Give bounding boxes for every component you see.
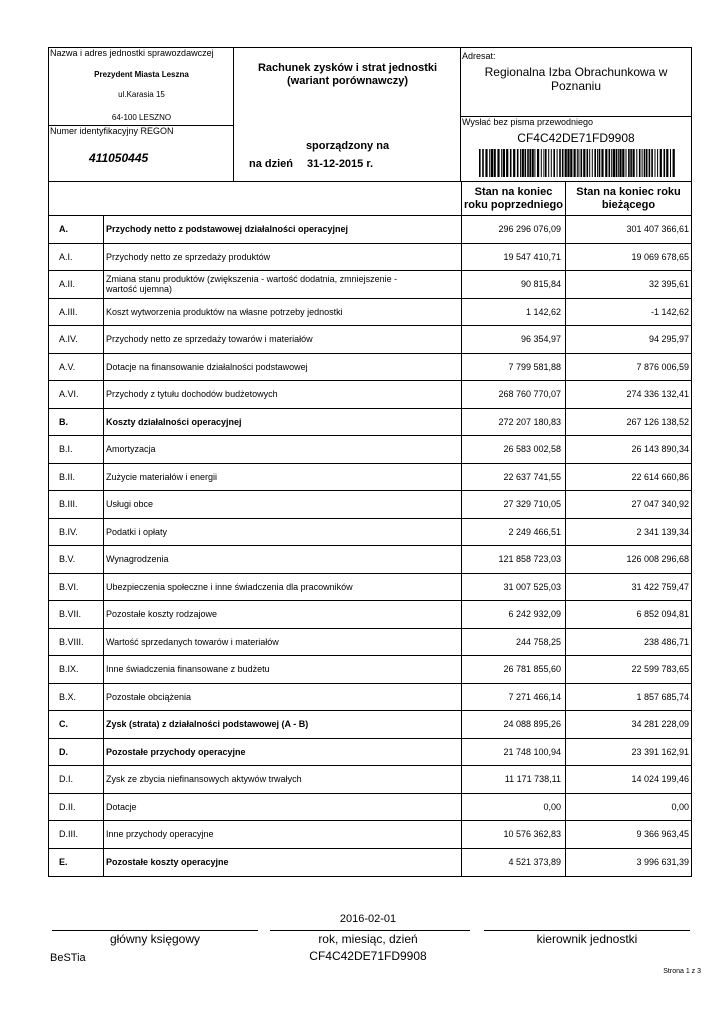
row-code [49, 849, 104, 877]
row-value-current-text: 238 486,71 [643, 636, 689, 647]
table-row [49, 794, 691, 822]
row-name [104, 684, 461, 711]
row-value-current-text: 0,00 [671, 801, 689, 812]
row-value-current-text: 19 069 678,65 [631, 251, 689, 262]
table-row [49, 684, 691, 712]
row-value-current [565, 546, 691, 573]
row-name-text: Dotacje na finansowanie działalności podstawowej [106, 361, 308, 372]
row-name [104, 794, 461, 821]
row-code [49, 436, 104, 463]
row-name [104, 519, 461, 546]
row-name-text: Zysk ze zbycia niefinansowych aktywów trwałych [106, 774, 302, 785]
row-code-text: A.VI. [59, 389, 79, 400]
row-name-text: Pozostałe koszty rodzajowe [106, 609, 218, 620]
row-name-text: Dotacje [106, 801, 137, 812]
row-value-current [565, 794, 691, 821]
table-row [49, 546, 691, 574]
row-value-current-text: 34 281 228,09 [631, 719, 689, 730]
row-value-previous [461, 326, 565, 353]
row-name-text: Amortyzacja [106, 444, 156, 455]
row-name [104, 546, 461, 573]
signature-line-date [270, 930, 470, 931]
row-code [49, 794, 104, 821]
row-value-current [565, 739, 691, 766]
row-name [104, 354, 461, 381]
row-value-previous [461, 656, 565, 683]
row-value-previous-text: 27 329 710,05 [503, 499, 561, 510]
row-value-previous [461, 519, 565, 546]
row-code [49, 409, 104, 436]
row-value-current-text: 23 391 162,91 [631, 746, 689, 757]
row-value-current [565, 271, 691, 298]
row-code [49, 821, 104, 848]
row-value-current [565, 354, 691, 381]
row-value-current-text: 22 614 660,86 [631, 471, 689, 482]
entity-label: Nazwa i adres jednostki sprawozdawczej [50, 48, 214, 58]
report-title-line2: (wariant porównawczy) [286, 75, 409, 87]
row-code [49, 629, 104, 656]
row-code-text: D. [59, 746, 68, 757]
row-value-current [565, 381, 691, 408]
row-code [49, 711, 104, 738]
table-row [49, 574, 691, 602]
entity-zip: 64-100 LESZNO [111, 113, 172, 122]
row-value-current [565, 326, 691, 353]
row-value-current-text: 3 996 631,39 [636, 857, 689, 868]
row-code [49, 464, 104, 491]
row-value-current [565, 299, 691, 326]
row-code-text: A.V. [59, 361, 76, 372]
table-row [49, 766, 691, 794]
table-row [49, 381, 691, 409]
row-value-previous [461, 464, 565, 491]
row-value-previous-text: 4 521 373,89 [508, 857, 561, 868]
row-code [49, 656, 104, 683]
row-value-previous-text: 6 242 932,09 [508, 609, 561, 620]
row-value-previous-text: 24 088 895,26 [503, 719, 561, 730]
row-value-previous [461, 794, 565, 821]
column-header-previous-line1: Stan na koniec [474, 185, 553, 198]
row-name [104, 601, 461, 628]
row-value-current [565, 711, 691, 738]
row-value-previous [461, 574, 565, 601]
row-code-text: B.X. [59, 691, 77, 702]
row-value-current-text: -1 142,62 [650, 306, 689, 317]
row-code-text: E. [59, 857, 68, 868]
row-value-current-text: 6 852 094,81 [636, 609, 689, 620]
row-value-current [565, 766, 691, 793]
row-name-text: Usługi obce [106, 499, 154, 510]
row-value-current-text: 7 876 006,59 [636, 361, 689, 372]
row-name-text: Zmiana stanu produktów (zwiększenia - wartość dodatnia, zmniejszenie - wartość ujemna) [106, 274, 398, 295]
row-value-previous [461, 711, 565, 738]
row-name-text: Przychody netto ze sprzedaży towarów i materiałów [106, 334, 313, 345]
entity-street: ul.Karasia 15 [118, 90, 165, 99]
row-code-text: B.II. [59, 471, 76, 482]
row-value-current [565, 519, 691, 546]
document-code: CF4C42DE71FD9908 [517, 131, 635, 145]
row-name [104, 491, 461, 518]
report-title-line1: Rachunek zysków i strat jednostki [257, 62, 438, 74]
row-name-text: Inne świadczenia finansowane z budżetu [106, 664, 270, 675]
row-code [49, 216, 104, 243]
table-row [49, 354, 691, 382]
table-row [49, 326, 691, 354]
software-name: BeSTia [50, 952, 86, 964]
addressee-section [461, 48, 691, 181]
row-name-text: Przychody netto ze sprzedaży produktów [106, 251, 271, 262]
row-value-current [565, 849, 691, 877]
table-row [49, 491, 691, 519]
table-row [49, 436, 691, 464]
chief-accountant-label: główny księgowy [109, 932, 201, 946]
row-code-text: B.VI. [59, 581, 79, 592]
row-code-text: B.VII. [59, 609, 82, 620]
row-name [104, 464, 461, 491]
row-code-text: B.VIII. [59, 636, 84, 647]
barcode-icon [479, 149, 677, 177]
row-value-current-text: 1 857 685,74 [636, 691, 689, 702]
table-row [49, 216, 691, 244]
head-of-unit-label: kierownik jednostki [536, 932, 638, 946]
row-value-previous-text: 26 781 855,60 [503, 664, 561, 675]
row-code [49, 766, 104, 793]
row-value-current-text: 2 341 139,34 [636, 526, 689, 537]
addressee [461, 65, 691, 93]
row-code [49, 546, 104, 573]
row-value-previous-text: 268 760 770,07 [498, 389, 561, 400]
row-value-current-text: 274 336 132,41 [626, 389, 689, 400]
row-code-text: B.V. [59, 554, 76, 565]
row-name-text: Wynagrodzenia [106, 554, 169, 565]
table-row [49, 739, 691, 767]
prepared-label: sporządzony na [305, 140, 390, 152]
row-code-text: D.I. [59, 774, 74, 785]
row-value-current [565, 491, 691, 518]
row-value-previous [461, 409, 565, 436]
row-code [49, 299, 104, 326]
column-header-previous-line2: roku poprzedniego [464, 198, 563, 211]
report-date: 31-12-2015 r. [307, 158, 374, 170]
row-value-previous-text: 121 858 723,03 [498, 554, 561, 565]
row-value-previous-text: 22 637 741,55 [503, 471, 561, 482]
date-format-label: rok, miesiąc, dzień [318, 932, 418, 946]
row-value-previous-text: 7 799 581,88 [508, 361, 561, 372]
row-value-current-text: 14 024 199,46 [631, 774, 689, 785]
row-code-text: A.I. [59, 251, 73, 262]
report-title [234, 62, 461, 88]
row-value-previous-text: 19 547 410,71 [503, 251, 561, 262]
row-value-current [565, 629, 691, 656]
row-value-current [565, 574, 691, 601]
row-value-previous-text: 31 007 525,03 [503, 581, 561, 592]
column-header-current-line2: bieżącego [601, 198, 656, 211]
row-value-previous-text: 296 296 076,09 [498, 224, 561, 235]
row-code [49, 381, 104, 408]
column-header-current-year [565, 182, 691, 215]
row-value-previous [461, 216, 565, 243]
row-value-current-text: 22 599 783,65 [631, 664, 689, 675]
row-value-previous [461, 244, 565, 271]
row-code [49, 574, 104, 601]
table-row [49, 464, 691, 492]
report-header [48, 47, 692, 182]
table-row [49, 299, 691, 327]
signature-date: 2016-02-01 [339, 913, 397, 925]
send-label: Wysłać bez pisma przewodniego [462, 117, 593, 127]
row-value-previous-text: 10 576 362,83 [503, 829, 561, 840]
row-value-previous-text: 244 758,25 [515, 636, 561, 647]
table-header [49, 182, 691, 216]
entity-section [49, 48, 234, 181]
row-code [49, 354, 104, 381]
row-name [104, 711, 461, 738]
row-value-previous-text: 7 271 466,14 [508, 691, 561, 702]
row-value-current-text: 267 126 138,52 [626, 416, 689, 427]
page-number: Strona 1 z 3 [663, 968, 701, 975]
row-value-previous [461, 271, 565, 298]
addressee-label: Adresat: [462, 51, 496, 61]
row-value-previous [461, 684, 565, 711]
row-value-current-text: 9 366 963,45 [636, 829, 689, 840]
row-value-current-text: 27 047 340,92 [631, 499, 689, 510]
row-value-current [565, 601, 691, 628]
row-name-text: Ubezpieczenia społeczne i inne świadczenia dla pracowników [106, 581, 353, 592]
row-code-text: B.III. [59, 499, 78, 510]
row-name-text: Podatki i opłaty [106, 526, 168, 537]
row-code-text: A. [59, 224, 68, 235]
row-value-previous [461, 436, 565, 463]
row-value-previous [461, 849, 565, 877]
row-value-current-text: 26 143 890,34 [631, 444, 689, 455]
row-value-current-text: 126 008 296,68 [626, 554, 689, 565]
row-name [104, 436, 461, 463]
row-value-current [565, 244, 691, 271]
row-value-previous [461, 381, 565, 408]
addressee-line2: Poznaniu [550, 79, 602, 93]
table-row [49, 409, 691, 437]
row-code-text: A.II. [59, 279, 76, 290]
income-statement-table [48, 181, 692, 877]
row-code [49, 601, 104, 628]
row-name-text: Inne przychody operacyjne [106, 829, 214, 840]
row-name [104, 381, 461, 408]
row-value-current [565, 821, 691, 848]
row-value-current-text: 31 422 759,47 [631, 581, 689, 592]
row-name [104, 299, 461, 326]
row-name-text: Pozostałe obciążenia [106, 691, 192, 702]
row-name-text: Wartość sprzedanych towarów i materiałów [106, 636, 279, 647]
table-row [49, 821, 691, 849]
row-value-previous [461, 739, 565, 766]
row-code-text: C. [59, 719, 68, 730]
entity-name: Prezydent Miasta Leszna [94, 70, 189, 79]
row-name [104, 244, 461, 271]
row-value-previous-text: 272 207 180,83 [498, 416, 561, 427]
row-code-text: D.III. [59, 829, 79, 840]
row-value-previous [461, 766, 565, 793]
row-value-previous-text: 21 748 100,94 [503, 746, 561, 757]
row-code-text: B.I. [59, 444, 73, 455]
table-row [49, 656, 691, 684]
row-value-previous-text: 1 142,62 [525, 306, 561, 317]
row-name-text: Koszt wytworzenia produktów na własne potrzeby jednostki [106, 306, 343, 317]
row-name-text: Zużycie materiałów i energii [106, 471, 218, 482]
row-name [104, 574, 461, 601]
table-row [49, 849, 691, 877]
row-name [104, 821, 461, 848]
row-code-text: A.III. [59, 306, 78, 317]
row-code [49, 519, 104, 546]
regon-number: 411050445 [89, 151, 149, 165]
row-code [49, 491, 104, 518]
table-row [49, 244, 691, 272]
row-name [104, 849, 461, 877]
row-code-text: D.II. [59, 801, 76, 812]
row-value-current [565, 409, 691, 436]
row-value-previous-text: 90 815,84 [520, 279, 561, 290]
report-date-line [249, 158, 373, 170]
row-value-previous [461, 299, 565, 326]
row-code-text: B.IV. [59, 526, 78, 537]
row-value-previous-text: 11 171 738,11 [504, 774, 561, 785]
row-value-previous [461, 546, 565, 573]
regon-label: Numer identyfikacyjny REGON [50, 126, 174, 136]
row-name [104, 629, 461, 656]
row-value-previous-text: 26 583 002,58 [503, 444, 561, 455]
row-value-previous-text: 96 354,97 [520, 334, 561, 345]
signature-line-accountant [52, 930, 258, 931]
row-value-previous [461, 821, 565, 848]
row-value-previous-text: 2 249 466,51 [508, 526, 561, 537]
row-value-previous [461, 491, 565, 518]
row-code [49, 684, 104, 711]
row-name [104, 216, 461, 243]
row-name [104, 409, 461, 436]
row-code-text: B.IX. [59, 664, 79, 675]
row-name-text: Przychody z tytułu dochodów budżetowych [106, 389, 278, 400]
row-name-text: Koszty działalności operacyjnej [106, 416, 242, 427]
table-row [49, 711, 691, 739]
row-value-current [565, 216, 691, 243]
table-row [49, 629, 691, 657]
row-name [104, 656, 461, 683]
row-value-current-text: 94 295,97 [648, 334, 689, 345]
row-name-text: Pozostałe przychody operacyjne [106, 746, 246, 757]
row-value-current [565, 464, 691, 491]
row-code-text: B. [59, 416, 68, 427]
signature-line-head [484, 930, 690, 931]
row-name-text: Przychody netto z podstawowej działalności operacyjnej [106, 224, 349, 235]
addressee-line1: Regionalna Izba Obrachunkowa w [484, 65, 668, 79]
row-value-current-text: 32 395,61 [648, 279, 689, 290]
row-code [49, 739, 104, 766]
row-name-text: Pozostałe koszty operacyjne [106, 857, 229, 868]
table-body [49, 216, 691, 876]
row-value-previous-text: 0,00 [543, 801, 561, 812]
row-code [49, 244, 104, 271]
table-row [49, 519, 691, 547]
table-row [49, 601, 691, 629]
footer-document-code: CF4C42DE71FD9908 [309, 949, 427, 963]
table-row [49, 271, 691, 299]
row-name-text: Zysk (strata) z działalności podstawowej (A - B) [106, 719, 309, 730]
row-value-current [565, 656, 691, 683]
row-name [104, 271, 461, 298]
row-value-previous [461, 601, 565, 628]
column-header-current-line1: Stan na koniec roku [576, 185, 681, 198]
row-code-text: A.IV. [59, 334, 78, 345]
title-section [234, 48, 461, 181]
row-name [104, 326, 461, 353]
row-value-previous [461, 629, 565, 656]
row-code [49, 271, 104, 298]
row-code [49, 326, 104, 353]
row-value-current-text: 301 407 366,61 [626, 224, 689, 235]
row-name [104, 766, 461, 793]
row-name [104, 739, 461, 766]
column-header-previous-year [461, 182, 565, 215]
row-value-previous [461, 354, 565, 381]
date-prefix: na dzień [249, 158, 294, 170]
row-value-current [565, 436, 691, 463]
row-value-current [565, 684, 691, 711]
